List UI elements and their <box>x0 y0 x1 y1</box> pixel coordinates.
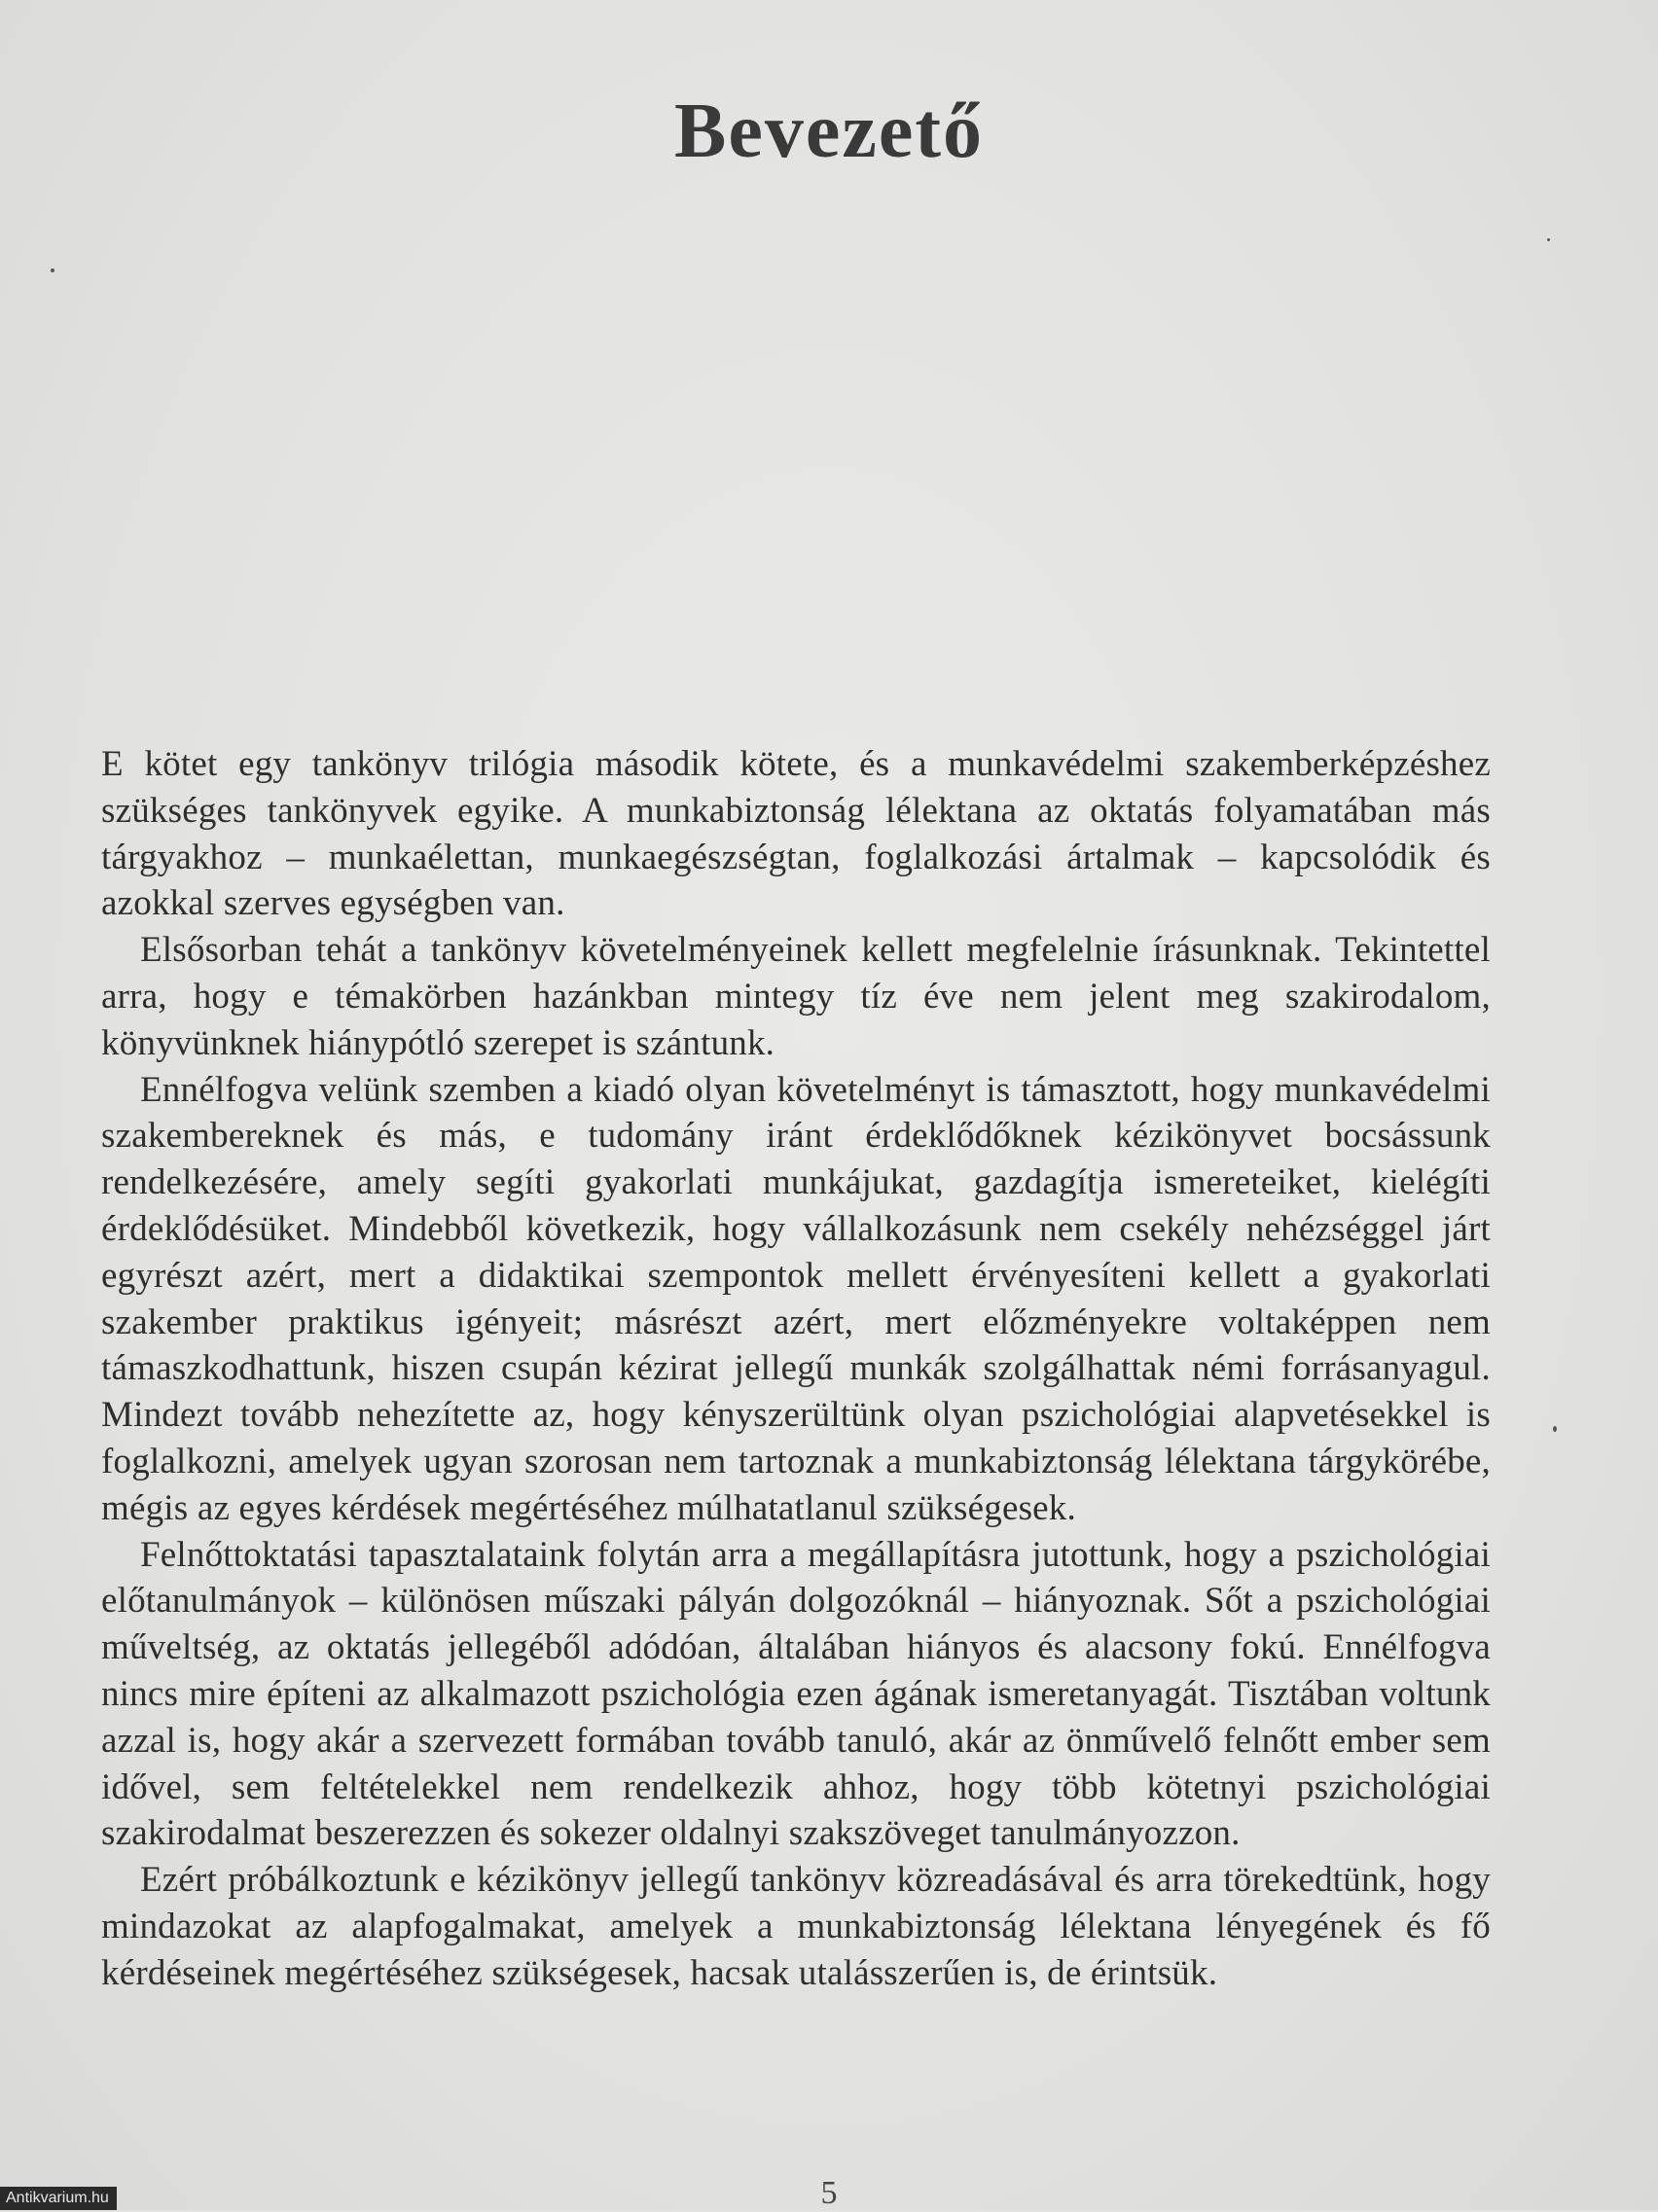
paragraph-2: Elsősorban tehát a tankönyv követelményeinek kellett megfelelnie írásunknak. Tekintettel arra, hogy e témakörben hazánkban mintegy tíz éve nem jelent meg szakirodalom, könyvünknek hiánypótló szerepet is szántunk. <box>101 930 1491 1063</box>
watermark-label: Antikvarium.hu <box>0 2187 117 2210</box>
paragraph-5: Ezért próbálkoztunk e kézikönyv jellegű tankönyv közreadásával és arra törekedtünk, hogy mindazokat az alapfogalmakat, amelyek a munkabiztonság lélektana lényegének és fő kérdéseinek megértéséhez szükségesek, hacsak utalásszerűen is, de érintsük. <box>101 1860 1491 1993</box>
paragraph-3: Ennélfogva velünk szemben a kiadó olyan követelményt is támasztott, hogy munkavédelmi szakembereknek és más, e tudomány iránt érdeklődőknek kézikönyvet bocsássunk rendelkezésére, amely segíti gyakorlati munkájukat, gazdagítja ismereteiket, kielégíti érdeklődésüket. Mindebből következik, hogy vállalkozásunk nem csekély nehézséggel járt egyrészt azért, mert a didaktikai szempontok mellett érvényesíteni kellett a gyakorlati szakember praktikus igényeit; másrészt azért, mert előzményekre voltaképpen nem támaszkodhattunk, hiszen csupán kézirat jellegű munkák szolgálhattak némi forrásanyagul. Mindezt tovább nehezítette az, hogy kényszerültünk olyan pszichológiai alapvetésekkel is foglalkozni, amelyek ugyan szorosan nem tartoznak a munkabiztonság lélektana tárgykörébe, mégis az egyes kérdések megértéséhez múlhatatlanul szükségesek. <box>101 1069 1491 1528</box>
dust-speck <box>1547 238 1550 241</box>
paragraph-4: Felnőttoktatási tapasztalataink folytán arra a megállapításra jutottunk, hogy a pszichológiai előtanulmányok – különösen műszaki pályán dolgozóknál – hiányoznak. Sőt a pszichológiai műveltség, az oktatás jellegéből adódóan, általában hiányos és alacsony fokú. Ennélfogva nincs mire építeni az alkalmazott pszichológia ezen ágának ismeretanyagát. Tisztában voltunk azzal is, hogy akár a szervezett formában tovább tanuló, akár az önművelő felnőtt ember sem idővel, sem feltételekkel nem rendelkezik ahhoz, hogy több kötetnyi pszichológiai szakirodalmat beszerezzen és sokezer oldalnyi szakszöveget tanulmányozzon. <box>101 1534 1491 1854</box>
dust-speck <box>1553 1426 1557 1432</box>
page-title: Bevezető <box>673 89 985 174</box>
body-text <box>101 741 1491 1997</box>
page-number: 5 <box>820 2175 838 2211</box>
dust-speck <box>51 268 54 272</box>
paragraph-1: E kötet egy tankönyv trilógia második kötete, és a munkavédelmi szakemberképzéshez szükséges tankönyvek egyike. A munkabiztonság lélektana az oktatás folyamatában más tárgyakhoz – munkaélettan, munkaegészségtan, foglalkozási ártalmak – kapcsolódik és azokkal szerves egységben van. <box>101 744 1491 924</box>
